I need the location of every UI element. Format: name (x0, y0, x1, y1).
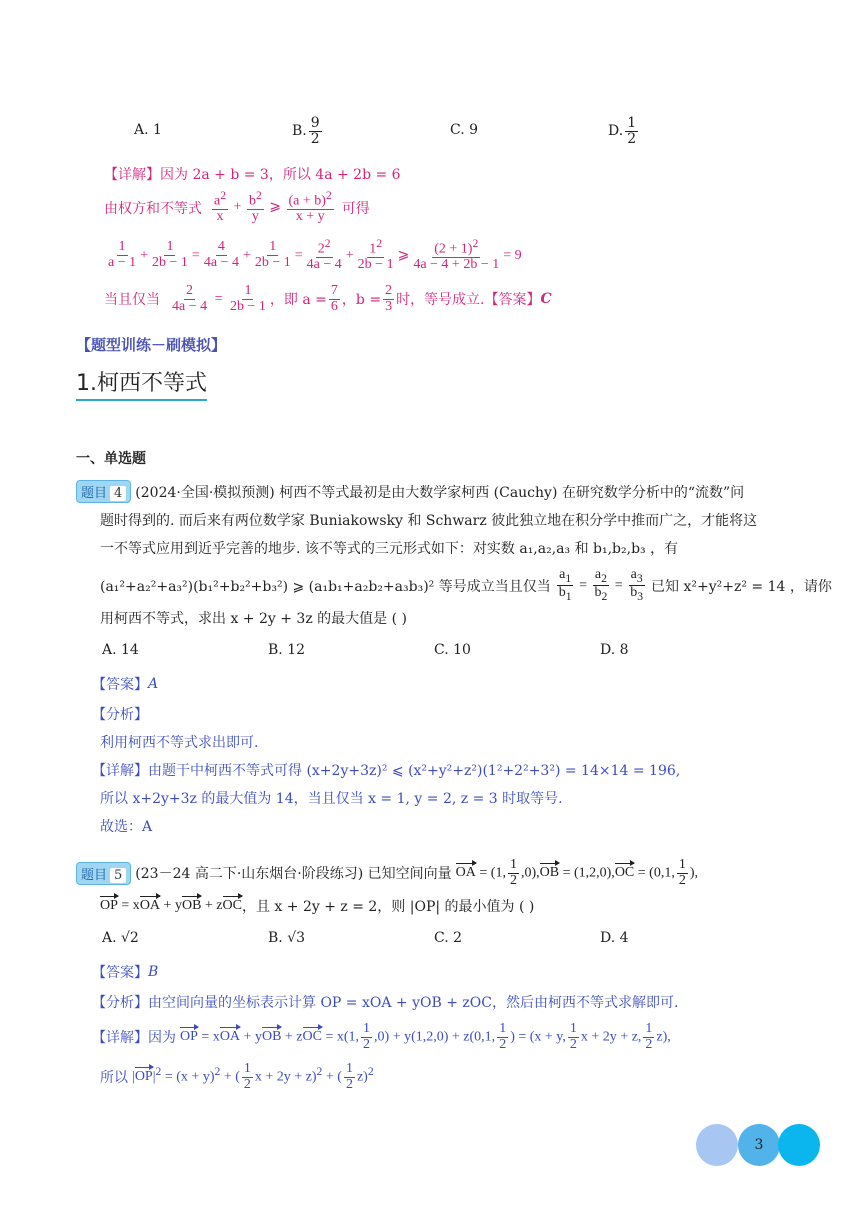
detail-text: 可得 (341, 200, 370, 217)
analysis-text: 由空间向量的坐标表示计算 OP = xOA + yOB + zOC，然后由柯西不等式求解即可. (148, 995, 679, 1011)
detail-tag: 【详解】 (104, 167, 160, 183)
q5-detail1: 【详解】 因为 OP = xOA + yOB + zOC = x(1, $\frac{1}{2}$ ,0) + y(1,2,0) + z(0,1, $\frac{1}{2}$ ) = (x + y, $\frac{1}{2}$ x + 2y + z, $\frac{1}{2}$ z), (92, 1021, 671, 1052)
q5-option-d: D. 4 (600, 930, 629, 946)
prev-detail-line4: 当且仅当 $\frac{2}{4a - 4}$ = $\frac{1}{2b - 1}$ ，即 a = $\frac{7}{6}$ ，b = $\frac{2}{3}$ 时，等号成立. 【答案】 C (104, 283, 552, 314)
q4-detail1 (92, 760, 680, 780)
option-b (292, 116, 324, 146)
q5-analysis (92, 992, 678, 1012)
prev-detail-equation: $\frac{1}{a - 1}$ + $\frac{1}{2b - 1}$ = $\frac{4}{4a - 4}$ + $\frac{1}{2b - 1}$ = $\frac{2^2}{4a - 4}$ + $\frac{1^2}{2b - 1}$ ⩾ $\frac{(2 + 1)^2}{4a - 4 + 2b - 1}$ = 9 (108, 237, 522, 273)
question-badge: 题目 5 (76, 862, 131, 885)
q5-line2: OP = xOA + yOB + zOC ，且 x + 2y + z = 2，则 |OP| 的最小值为 ( ) (100, 898, 535, 915)
q4-answer (92, 674, 158, 694)
answer-tag: 【答案】 (92, 677, 148, 693)
q4-conclusion: 故选：A (100, 819, 153, 835)
detail-tag: 【详解】 (92, 1031, 148, 1047)
prev-detail-line1 (104, 164, 401, 184)
question-text: (23－24 高二下·山东烟台·阶段练习) 已知空间向量 (135, 866, 452, 883)
q4-line4: (a₁²+a₂²+a₃²)(b₁²+b₂²+b₃²) ⩾ (a₁b₁+a₂b₂+a₃b₃)² 等号成立当且仅当 $\frac{a_1}{b_1}$ = $\frac{a_2}{b_2}$ = $\frac{a_3}{b_3}$ 已知 x²+y²+z² = 14 ，请你 (100, 567, 832, 603)
page-decoration-right (778, 1124, 820, 1166)
question-badge: 题目 4 (76, 480, 131, 503)
detail-text: 由权方和不等式 (104, 200, 202, 217)
answer-value: C (540, 291, 552, 308)
q5-vectors: OA = (1, $\frac{1}{2}$ ,0),OB = (1,2,0),OC = (0,1, $\frac{1}{2}$ ), (455, 857, 698, 888)
q5-option-c: C. 2 (434, 930, 463, 946)
option-c: C. 9 (450, 122, 479, 138)
q4-analysis: 利用柯西不等式求出即可. (100, 735, 259, 751)
q5-detail2: 所以 $|OP|^2 = (x + y)^2$ + ( $\frac{1}{2}$ x + 2y + z)$^2$ + ( $\frac{1}{2}$ z)$^2$ (100, 1061, 374, 1092)
detail-text: 时，等号成立. (396, 292, 485, 309)
detail-text: 因为 (148, 1031, 176, 1047)
option-d (608, 116, 640, 146)
option-d-fraction: $\frac{1}{2}$ (627, 115, 637, 147)
analysis-tag: 【分析】 (92, 995, 148, 1011)
question-text: ，且 x + 2y + z = 2，则 |OP| 的最小值为 ( ) (241, 899, 535, 915)
detail-text: 当且仅当 (104, 292, 160, 309)
q4-detail2: 所以 x+2y+3z 的最大值为 14，当且仅当 x = 1, y = 2, z = 3 时取等号. (100, 791, 563, 807)
option-b-fraction: $\frac{9}{2}$ (310, 115, 320, 147)
detail-text: 因为 2a + b = 3，所以 4a + 2b = 6 (160, 167, 401, 183)
detail-text: 由题干中柯西不等式可得 (x+2y+3z)² ⩽ (x²+y²+z²)(1²+2²+3²) = 14×14 = 196, (148, 763, 681, 779)
q4-line5: 用柯西不等式，求出 x + 2y + 3z 的最大值是 ( ) (100, 611, 407, 627)
section-title: 1.柯西不等式 (76, 366, 207, 401)
q5-line1 (76, 858, 698, 888)
answer-tag: 【答案】 (92, 965, 148, 981)
q4-option-c: C. 10 (434, 642, 471, 658)
detail-text: ，即 a = (269, 292, 327, 309)
q5-answer (92, 962, 158, 982)
detail-text: 所以 (100, 1071, 128, 1087)
prev-detail-line2: 由权方和不等式 $\frac{a^2}{x}$ + $\frac{b^2}{y}$ ⩾ $\frac{(a + b)^2}{x + y}$ 可得 (104, 189, 370, 225)
q4-option-d: D. 8 (600, 642, 629, 658)
q4-option-a: A. 14 (102, 642, 139, 658)
question-text: (a₁²+a₂²+a₃²)(b₁²+b₂²+b₃²) ⩾ (a₁b₁+a₂b₂+a₃b₃)² 等号成立当且仅当 (100, 578, 551, 595)
q4-analysis-tag: 【分析】 (92, 707, 148, 723)
q4-option-b: B. 12 (268, 642, 306, 658)
subsection-title: 一、单选题 (76, 451, 146, 467)
question-text: 已知 x²+y²+z² = 14 ，请你 (651, 578, 832, 595)
section-tag: 【题型训练－刷模拟】 (76, 336, 227, 354)
answer-tag: 【答案】 (484, 292, 541, 309)
option-b-label: B. (292, 123, 307, 140)
page-decoration-left (696, 1124, 738, 1166)
detail-tag: 【详解】 (92, 763, 148, 779)
option-d-label: D. (608, 123, 624, 140)
q4-line3: 一不等式应用到近乎完善的地步. 该不等式的三元形式如下：对实数 a₁,a₂,a₃ 和 b₁,b₂,b₃ ，有 (100, 541, 679, 557)
q4-line1 (76, 480, 744, 503)
question-text: (2024·全国·模拟预测) 柯西不等式最初是由大数学家柯西 (Cauchy) 在研究数学分析中的“流数”问 (135, 484, 745, 501)
answer-value: A (148, 676, 159, 692)
detail-text: ，b = (341, 292, 382, 309)
page-number: 3 (738, 1124, 780, 1166)
q5-option-a: A. √2 (102, 930, 139, 946)
option-a: A. 1 (134, 122, 162, 138)
q4-line2: 题时得到的. 而后来有两位数学家 Buniakowsky 和 Schwarz 彼此独立地在积分学中推而广之，才能将这 (100, 513, 758, 529)
q5-option-b: B. √3 (268, 930, 306, 946)
answer-value: B (148, 964, 159, 980)
